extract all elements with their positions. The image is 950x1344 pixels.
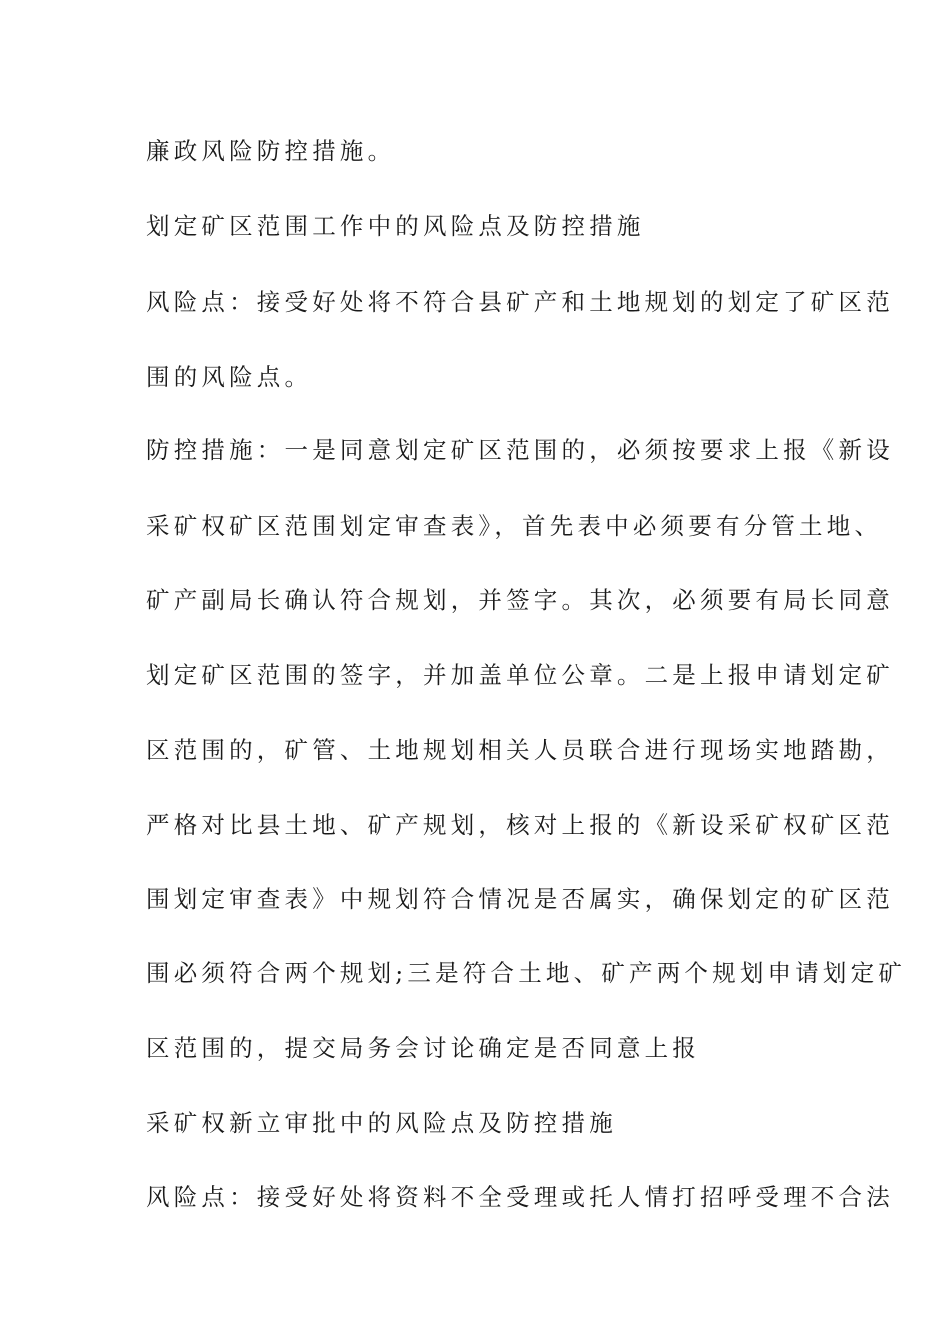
paragraph-line: 风险点：接受好处将资料不全受理或托人情打招呼受理不合法 xyxy=(146,1183,894,1211)
paragraph-line: 划定矿区范围的签字，并加盖单位公章。二是上报申请划定矿 xyxy=(146,661,894,689)
paragraph-line: 围划定审查表》中规划符合情况是否属实，确保划定的矿区范 xyxy=(146,885,894,913)
paragraph-line: 围必须符合两个规划;三是符合土地、矿产两个规划申请划定矿 xyxy=(146,959,907,987)
section-heading: 采矿权新立审批中的风险点及防控措施 xyxy=(146,1109,617,1137)
paragraph-line: 廉政风险防控措施。 xyxy=(146,137,396,165)
paragraph-line: 严格对比县土地、矿产规划，核对上报的《新设采矿权矿区范 xyxy=(146,811,894,839)
paragraph-line: 矿产副局长确认符合规划，并签字。其次，必须要有局长同意 xyxy=(146,586,894,614)
paragraph-line: 区范围的，提交局务会讨论确定是否同意上报 xyxy=(146,1034,700,1062)
paragraph-line: 区范围的，矿管、土地规划相关人员联合进行现场实地踏勘， xyxy=(146,736,894,764)
paragraph-line: 采矿权矿区范围划定审查表》，首先表中必须要有分管土地、 xyxy=(146,512,883,540)
section-heading: 划定矿区范围工作中的风险点及防控措施 xyxy=(146,212,645,240)
paragraph-line: 围的风险点。 xyxy=(146,363,313,391)
paragraph-line: 防控措施：一是同意划定矿区范围的，必须按要求上报《新设 xyxy=(146,436,894,464)
paragraph-line: 风险点：接受好处将不符合县矿产和土地规划的划定了矿区范 xyxy=(146,288,894,316)
